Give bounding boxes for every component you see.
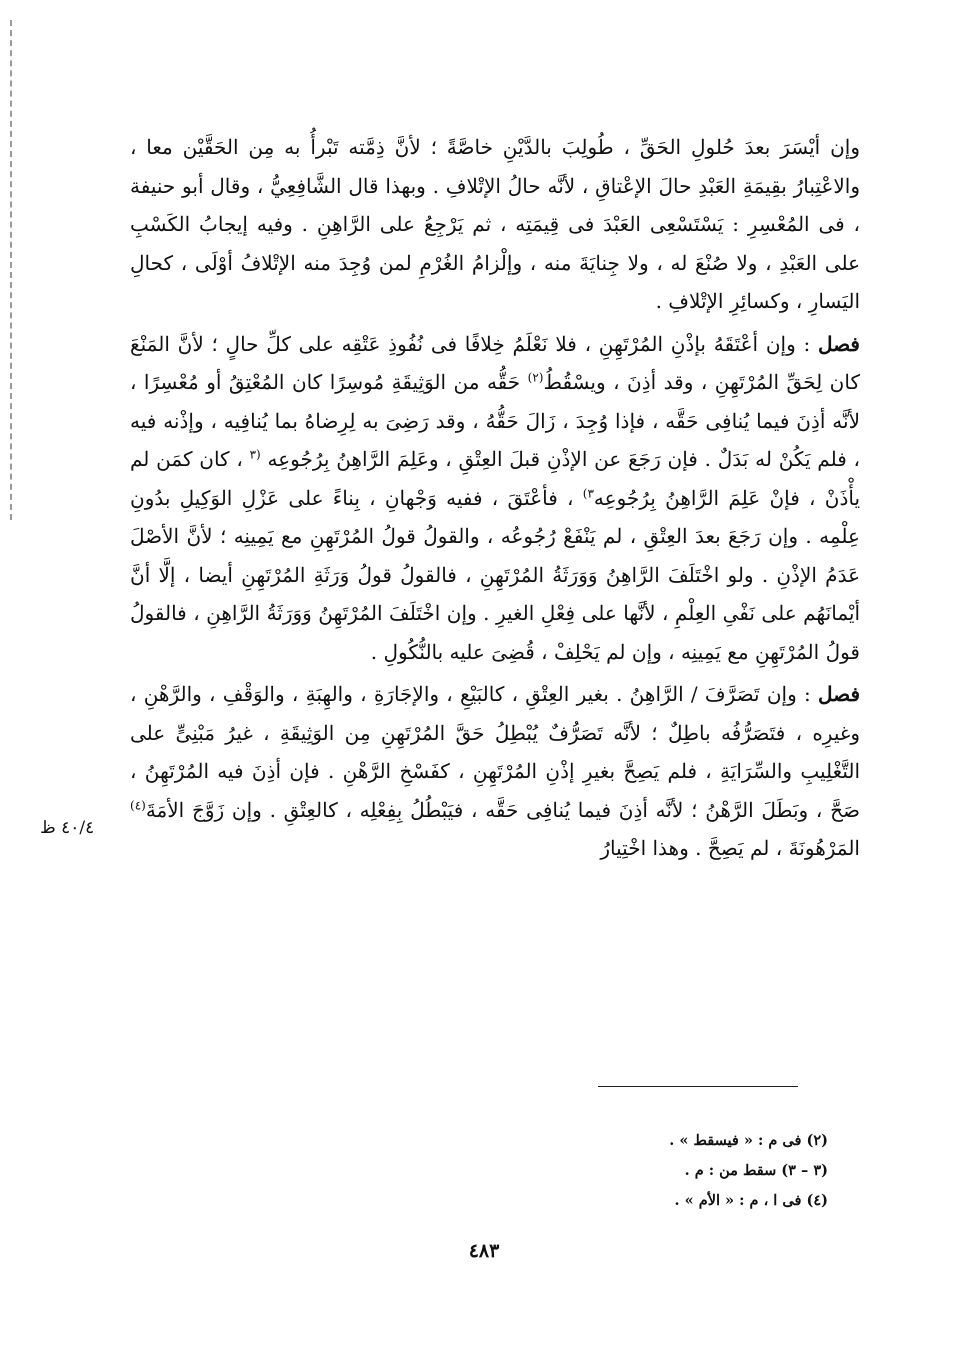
- margin-folio-note: ٤٠/٤ ظ: [40, 818, 95, 838]
- footnote: (٣ – ٣) سقط من : م .: [684, 1162, 828, 1179]
- text-line: على نَفْىِ العِلْمِ ، لأنَّها على فِعْلِ الغيرِ . وإن اخْتَلَفَ المُرْتَهِنُ وَوَرَثَةُ الرَّاهِنِ ، فالقولُ: [130, 601, 797, 625]
- footnote: (٢) فى م : « فيسقط » .: [669, 1132, 828, 1149]
- text-line: ، كان كمَن لم يأْذَنْ ، فإنْ عَلِمَ الرَّاهِنُ بِرُجُوعِه: [130, 447, 861, 510]
- text-line: : وإن أعْتَقَهُ بإذْنِ المُرْتَهِنِ ، فلا نَعْلَمُ خِلافًا فى نُفُوذِ عَتْقِه على كلِّ حالٍ ؛: [211, 331, 811, 356]
- page-number: ٤٨٣: [468, 1240, 500, 1262]
- text-line: الرَّهْنِ . فإن أذِنَ فيه المُرْتَهِنُ ، صَحَّ ، وبَطَلَ الرَّهْنُ ؛ لأنَّه أذِنَ فيما يُنافِى حَقَّه ،: [130, 759, 861, 822]
- text-line: معا ، والاعْتِبارُ بقِيمَةِ العَبْدِ حالَ الإعْتاقِ ، لأنَّه حالُ الإتْلافِ . وبهذا قال الشَّافِعِيُّ ،: [130, 135, 860, 198]
- text-line: لأنَّ المَنْعَ كان لِحَقِّ المُرْتَهِنِ ، وقد أذِنَ ، ويسْقُطُ: [130, 331, 860, 394]
- text-line: المُعْتِقُ أو مُعْسِرًا ، لأنَّه أذِنَ فيما يُنافِى حَقَّه ، فإذا وُجِدَ ، زَالَ حَقُّهُ ، وقد رَضِىَ: [130, 370, 860, 433]
- text-line: فيَبْطُلُ بِفِعْلِه ، كالعِتْقِ . وإن زَوَّجَ الأمَةَ: [145, 797, 464, 822]
- footnote-marker: (٣: [249, 447, 261, 462]
- text-line: منه الإتْلافُ أوْلَى ، كحالِ اليَسارِ ، وكسائِرِ الإتْلافِ .: [130, 250, 860, 313]
- main-text: [130, 128, 860, 868]
- footnote-marker: ٣): [582, 485, 594, 500]
- footnote-marker: (٤): [130, 797, 146, 812]
- text-line: وقال أبو حنيفة ، فى المُعْسِرِ : يَسْتَسْعِى العَبْدَ فى قِيمَتِه ، ثم يَرْجِعُ على الرَّاهِنِ . وفيه: [130, 173, 860, 236]
- scan-edge-marks: [10, 20, 12, 520]
- section-heading: فصل: [817, 682, 861, 706]
- paragraph-2: [130, 325, 860, 672]
- footnote-separator: [598, 1086, 798, 1087]
- paragraph-1: [130, 128, 860, 321]
- text-line: : وإن تَصَرَّفَ / الرَّاهِنُ . بغير العِتْقِ ، كالبَيْعِ ، والإجَارَةِ ، والهِبَةِ ،: [291, 682, 811, 706]
- text-line: اخْتَلَفَ الرَّاهِنُ وَوَرَثَةُ المُرْتَهِنِ ، فالقولُ قولُ وَرَثَةِ المُرْتَهِنِ أيضا ، إلَّا أنَّ أيْمانَهُم: [130, 562, 860, 625]
- text-line: حَقُّه من الوَثِيقَةِ مُوسِرًا كان: [291, 370, 521, 394]
- text-line: به لِرِضاهُ بما يُنافِيه ، وإذْنه فيه ، فلم يَكُنْ له بَدَلٌ . فإن رَجَعَ عن الإذْنِ قبلَ العِتْقِ ،: [130, 408, 861, 471]
- text-line: فأعْتَقَ ، ففيه وَجْهانِ ، بِناءً على عَزْلِ الوَكِيلِ بدُونِ عِلْمِه . وإن رَجَعَ بعدَ العِتْقِ ،: [130, 485, 860, 548]
- section-heading: فصل: [817, 331, 860, 356]
- text-line: الوَثِيقَةِ ، غيرُ مَبْنِىٍّ على التَّغْلِيبِ والسِّرَايَةِ ، فلم يَصِحَّ بغيرِ إذْنِ المُرْتَهِنِ ، كفَسْخِ: [130, 720, 861, 783]
- text-line: وإن أيْسَرَ بعدَ حُلولِ الحَقِّ ، طُولِبَ بالدَّيْنِ خاصَّةً ؛ لأنَّ ذِمَّته تَبْرأُ به مِن الحَقَّيْن: [182, 135, 860, 159]
- footnote-marker: (٢): [527, 370, 544, 385]
- text-line: ،: [567, 485, 574, 510]
- text-line: وعَلِمَ الرَّاهِنُ بِرُجُوعِه: [267, 447, 439, 471]
- paragraph-3: [130, 675, 860, 868]
- footnote: (٤) فى ا ، م : « الأم » .: [674, 1192, 828, 1209]
- text-line: إيجابُ الكَسْبِ على العَبْدِ ، ولا صُنْعَ له ، ولا جِنايَةَ منه ، وإلْزامُ الغُرْمِ لمن وُجِدَ: [130, 212, 861, 275]
- footnotes: [428, 1126, 828, 1216]
- text-line: والوَقْفِ ، والرَّهْنِ ، وغيرِه ، فتَصَرُّفُه باطِلٌ ؛ لأنَّه تَصَرُّفٌ يُبْطِلُ حَقَّ المُرْتَهِنِ مِن: [130, 682, 860, 745]
- text-line: المَرْهُونَةَ ، لم يَصِحَّ . وهذا اخْتِيارُ: [600, 836, 860, 860]
- text-line: قولُ المُرْتَهِنِ مع يَمِينِه ، وإن لم يَحْلِفْ ، قُضِىَ عليه بالنُّكُولِ .: [370, 639, 860, 664]
- text-line: لم يَنْفَعْ رُجُوعُه ، والقولُ قولُ المُرْتَهِنِ مع يَمِينِه ؛ لأنَّ الأصْلَ عَدَمُ الإذْنِ . ولو: [130, 524, 861, 587]
